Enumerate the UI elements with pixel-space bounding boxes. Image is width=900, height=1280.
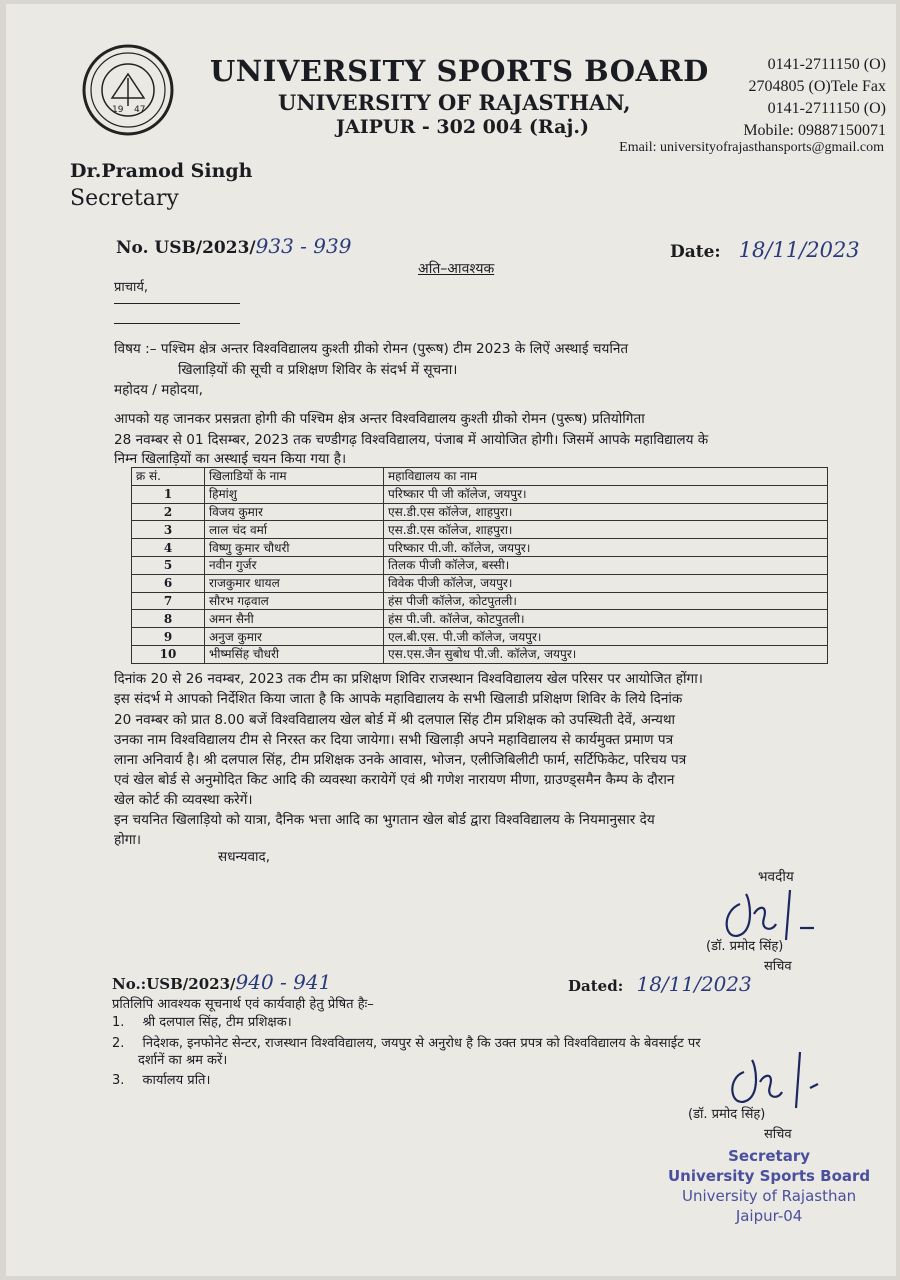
para3-line-2: होगा। [114, 832, 142, 848]
sender-title: Secretary [70, 186, 179, 211]
copy-date-label: Dated: [568, 977, 624, 995]
table-row [132, 556, 828, 574]
signatory-2-title: सचिव [764, 1127, 792, 1142]
para3-line-1: इन चयनित खिलाड़ियो को यात्रा, दैनिक भत्ता आदि का भुगतान खेल बोर्ड द्वारा विश्वविद्यालय के नियमानुसार देय [114, 812, 655, 828]
row-college: एस.डी.एस कॉलेज, शाहपुरा। [384, 503, 828, 521]
copy-item-num: 1. [112, 1015, 125, 1030]
header-player: खिलाडियों के नाम [205, 468, 384, 486]
table-row [132, 503, 828, 521]
official-stamp [668, 1146, 870, 1226]
row-college: परिष्कार पी.जी. कॉलेज, जयपुर। [384, 539, 828, 557]
para2-line-4: उनका नाम विश्वविद्यालय टीम से निरस्त कर दिया जायेगा। सभी खिलाड़ी अपने महाविद्यालय से कार्यमुक्त प्रमाण पत्र [114, 732, 674, 748]
svg-text:19: 19 [112, 105, 124, 115]
letter-page [6, 4, 896, 1276]
row-sn: 3 [132, 521, 205, 539]
subject-line-1: विषय :– पश्चिम क्षेत्र अन्तर विश्वविद्यालय कुश्ती ग्रीको रोमन (पुरूष) टीम 2023 के लिऐं अस्थाई चयनित [114, 341, 629, 357]
copy-date-handwritten: 18/11/2023 [636, 972, 752, 996]
row-player: राजकुमार धायल [205, 574, 384, 592]
phone-1: 0141-2711150 (O) [767, 56, 886, 73]
addressee-line-1 [114, 303, 240, 304]
university-name: UNIVERSITY OF RAJASTHAN, [278, 90, 631, 115]
table-row [132, 485, 828, 503]
copy-ref-handwritten: 940 - 941 [235, 970, 332, 994]
reference-number [116, 234, 351, 258]
signatory-1-title: सचिव [764, 959, 792, 974]
row-college: तिलक पीजी कॉलेज, बस्सी। [384, 556, 828, 574]
table-row [132, 592, 828, 610]
row-player: अमन सैनी [205, 610, 384, 628]
phone-2: 2704805 (O)Tele Fax [748, 78, 886, 95]
row-college: एल.बी.एस. पी.जी कॉलेज, जयपुर। [384, 628, 828, 646]
copy-item-num: 2. [112, 1036, 125, 1051]
row-player: सौरभ गढ़वाल [205, 592, 384, 610]
header-college: महाविद्यालय का नाम [384, 468, 828, 486]
addressee: प्राचार्य, [114, 280, 149, 295]
stamp-line-3: University of Rajasthan [681, 1187, 857, 1205]
copy-item-3 [112, 1070, 210, 1088]
header-sn: क्र सं. [132, 468, 205, 486]
row-sn: 9 [132, 628, 205, 646]
ref-label: No. USB/2023/ [116, 238, 256, 258]
salutation: महोदय / महोदया, [114, 382, 204, 398]
subject-line-2: खिलाड़ियों की सूची व प्रशिक्षण शिविर के संदर्भ में सूचना। [178, 362, 458, 378]
para2-line-5: लाना अनिवार्य है। श्री दलपाल सिंह, टीम प्रशिक्षक उनके आवास, भोजन, एलीजिबिलीटी फार्म, सर्टिफिकेट, परिचय पत्र [114, 752, 687, 768]
email-address: Email: universityofrajasthansports@gmail.com [619, 140, 884, 155]
date-label: Date: [670, 242, 721, 262]
para2-line-2: इस संदर्भ मे आपको निर्देशित किया जाता है कि आपके महाविद्यालय के सभी खिलाडी प्रशिक्षण शिविर के लिये दिनांक [114, 691, 683, 707]
row-player: लाल चंद वर्मा [205, 521, 384, 539]
row-college: एस.एस.जैन सुबोध पी.जी. कॉलेज, जयपुर। [384, 645, 828, 663]
copy-item-text: कार्यालय प्रति। [142, 1073, 211, 1088]
yours-faithfully: भवदीय [758, 869, 794, 885]
row-college: हंस पी.जी. कॉलेज, कोटपुतली। [384, 610, 828, 628]
row-college: विवेक पीजी कॉलेज, जयपुर। [384, 574, 828, 592]
svg-text:47: 47 [134, 105, 146, 115]
letter-date [670, 238, 860, 262]
contact-block [743, 54, 886, 142]
row-college: हंस पीजी कॉलेज, कोटपुतली। [384, 592, 828, 610]
table-header-row [132, 468, 828, 486]
table-row [132, 574, 828, 592]
copy-intro: प्रतिलिपि आवश्यक सूचनार्थ एवं कार्यवाही हेतु प्रेषित हैः– [112, 997, 374, 1012]
ref-handwritten: 933 - 939 [255, 234, 352, 258]
row-sn: 4 [132, 539, 205, 557]
row-player: नवीन गुर्जर [205, 556, 384, 574]
university-seal-icon [82, 44, 174, 136]
phone-3: 0141-2711150 (O) [767, 100, 886, 117]
row-sn: 10 [132, 645, 205, 663]
signatory-2-name: (डॉ. प्रमोद सिंह) [688, 1107, 766, 1122]
copy-date [568, 972, 752, 996]
row-college: एस.डी.एस कॉलेज, शाहपुरा। [384, 521, 828, 539]
org-title: UNIVERSITY SPORTS BOARD [210, 54, 709, 88]
table-row [132, 610, 828, 628]
copy-reference [112, 970, 331, 994]
signatory-1-name: (डॉ. प्रमोद सिंह) [706, 939, 784, 954]
row-college: परिष्कार पी जी कॉलेज, जयपुर। [384, 485, 828, 503]
sender-name: Dr.Pramod Singh [70, 160, 253, 182]
date-handwritten: 18/11/2023 [738, 238, 860, 262]
thanks: सधन्यवाद, [218, 849, 271, 865]
para1-line-1: आपको यह जानकर प्रसन्नता होगी की पश्चिम क्षेत्र अन्तर विश्वविद्यालय कुश्ती ग्रीको रोमन (पुरूष) प्रतियोगिता [114, 411, 645, 427]
row-player: अनुज कुमार [205, 628, 384, 646]
stamp-line-2: University Sports Board [668, 1167, 871, 1185]
players-table [131, 467, 828, 664]
para2-line-6: एवं खेल बोर्ड से अनुमोदित किट आदि की व्यवस्था करायेगें एवं श्री गणेश नारायण मीणा, ग्राउण्ड्समैन कैम्प के दौरान [114, 772, 675, 788]
copy-ref-label: No.:USB/2023/ [112, 975, 236, 993]
copy-item-text: निदेशक, इनफोनेट सेन्टर, राजस्थान विश्वविद्यालय, जयपुर से अनुरोध है कि उक्त प्रपत्र को विश्वविद्यालय के बेवसाईट पर [142, 1036, 701, 1051]
table-row [132, 645, 828, 663]
copy-item-2 [112, 1033, 701, 1051]
mobile: Mobile: 09887150071 [743, 122, 886, 139]
para1-line-2: 28 नवम्बर से 01 दिसम्बर, 2023 तक चण्डीगढ़ विश्वविद्यालय, पंजाब में आयोजित होगी। जिसमें आपके महाविद्यालय के [114, 432, 709, 448]
row-player: हिमांशु [205, 485, 384, 503]
stamp-line-1: Secretary [728, 1147, 811, 1165]
copy-item-2-continued: दर्शानें का श्रम करें। [138, 1053, 228, 1068]
addressee-line-2 [114, 323, 240, 324]
copy-item-num: 3. [112, 1073, 125, 1088]
table-row [132, 628, 828, 646]
row-sn: 1 [132, 485, 205, 503]
urgent-label: अति–आवश्यक [418, 261, 495, 277]
copy-item-1 [112, 1012, 292, 1030]
para2-line-1: दिनांक 20 से 26 नवम्बर, 2023 तक टीम का प्रशिक्षण शिविर राजस्थान विश्वविद्यालय खेल परिसर पर आयोजित होंगा। [114, 671, 703, 687]
stamp-line-4: Jaipur-04 [735, 1207, 803, 1225]
para2-line-7: खेल कोर्ट की व्यवस्था करेगें। [114, 792, 253, 808]
table-row [132, 521, 828, 539]
table-row [132, 539, 828, 557]
row-sn: 8 [132, 610, 205, 628]
row-player: विष्णु कुमार चौधरी [205, 539, 384, 557]
copy-item-text: श्री दलपाल सिंह, टीम प्रशिक्षक। [142, 1015, 292, 1030]
row-sn: 7 [132, 592, 205, 610]
row-sn: 5 [132, 556, 205, 574]
city-address: JAIPUR - 302 004 (Raj.) [336, 116, 589, 138]
para2-line-3: 20 नवम्बर को प्रात 8.00 बजें विश्वविद्यालय खेल बोर्ड में श्री दलपाल सिंह टीम प्रशिक्षक को उपस्थिती देवें, अन्यथा [114, 712, 676, 728]
row-player: विजय कुमार [205, 503, 384, 521]
para1-line-3: निम्न खिलाड़ियों का अस्थाई चयन किया गया है। [114, 451, 347, 467]
row-sn: 2 [132, 503, 205, 521]
row-sn: 6 [132, 574, 205, 592]
row-player: भीष्मसिंह चौधरी [205, 645, 384, 663]
